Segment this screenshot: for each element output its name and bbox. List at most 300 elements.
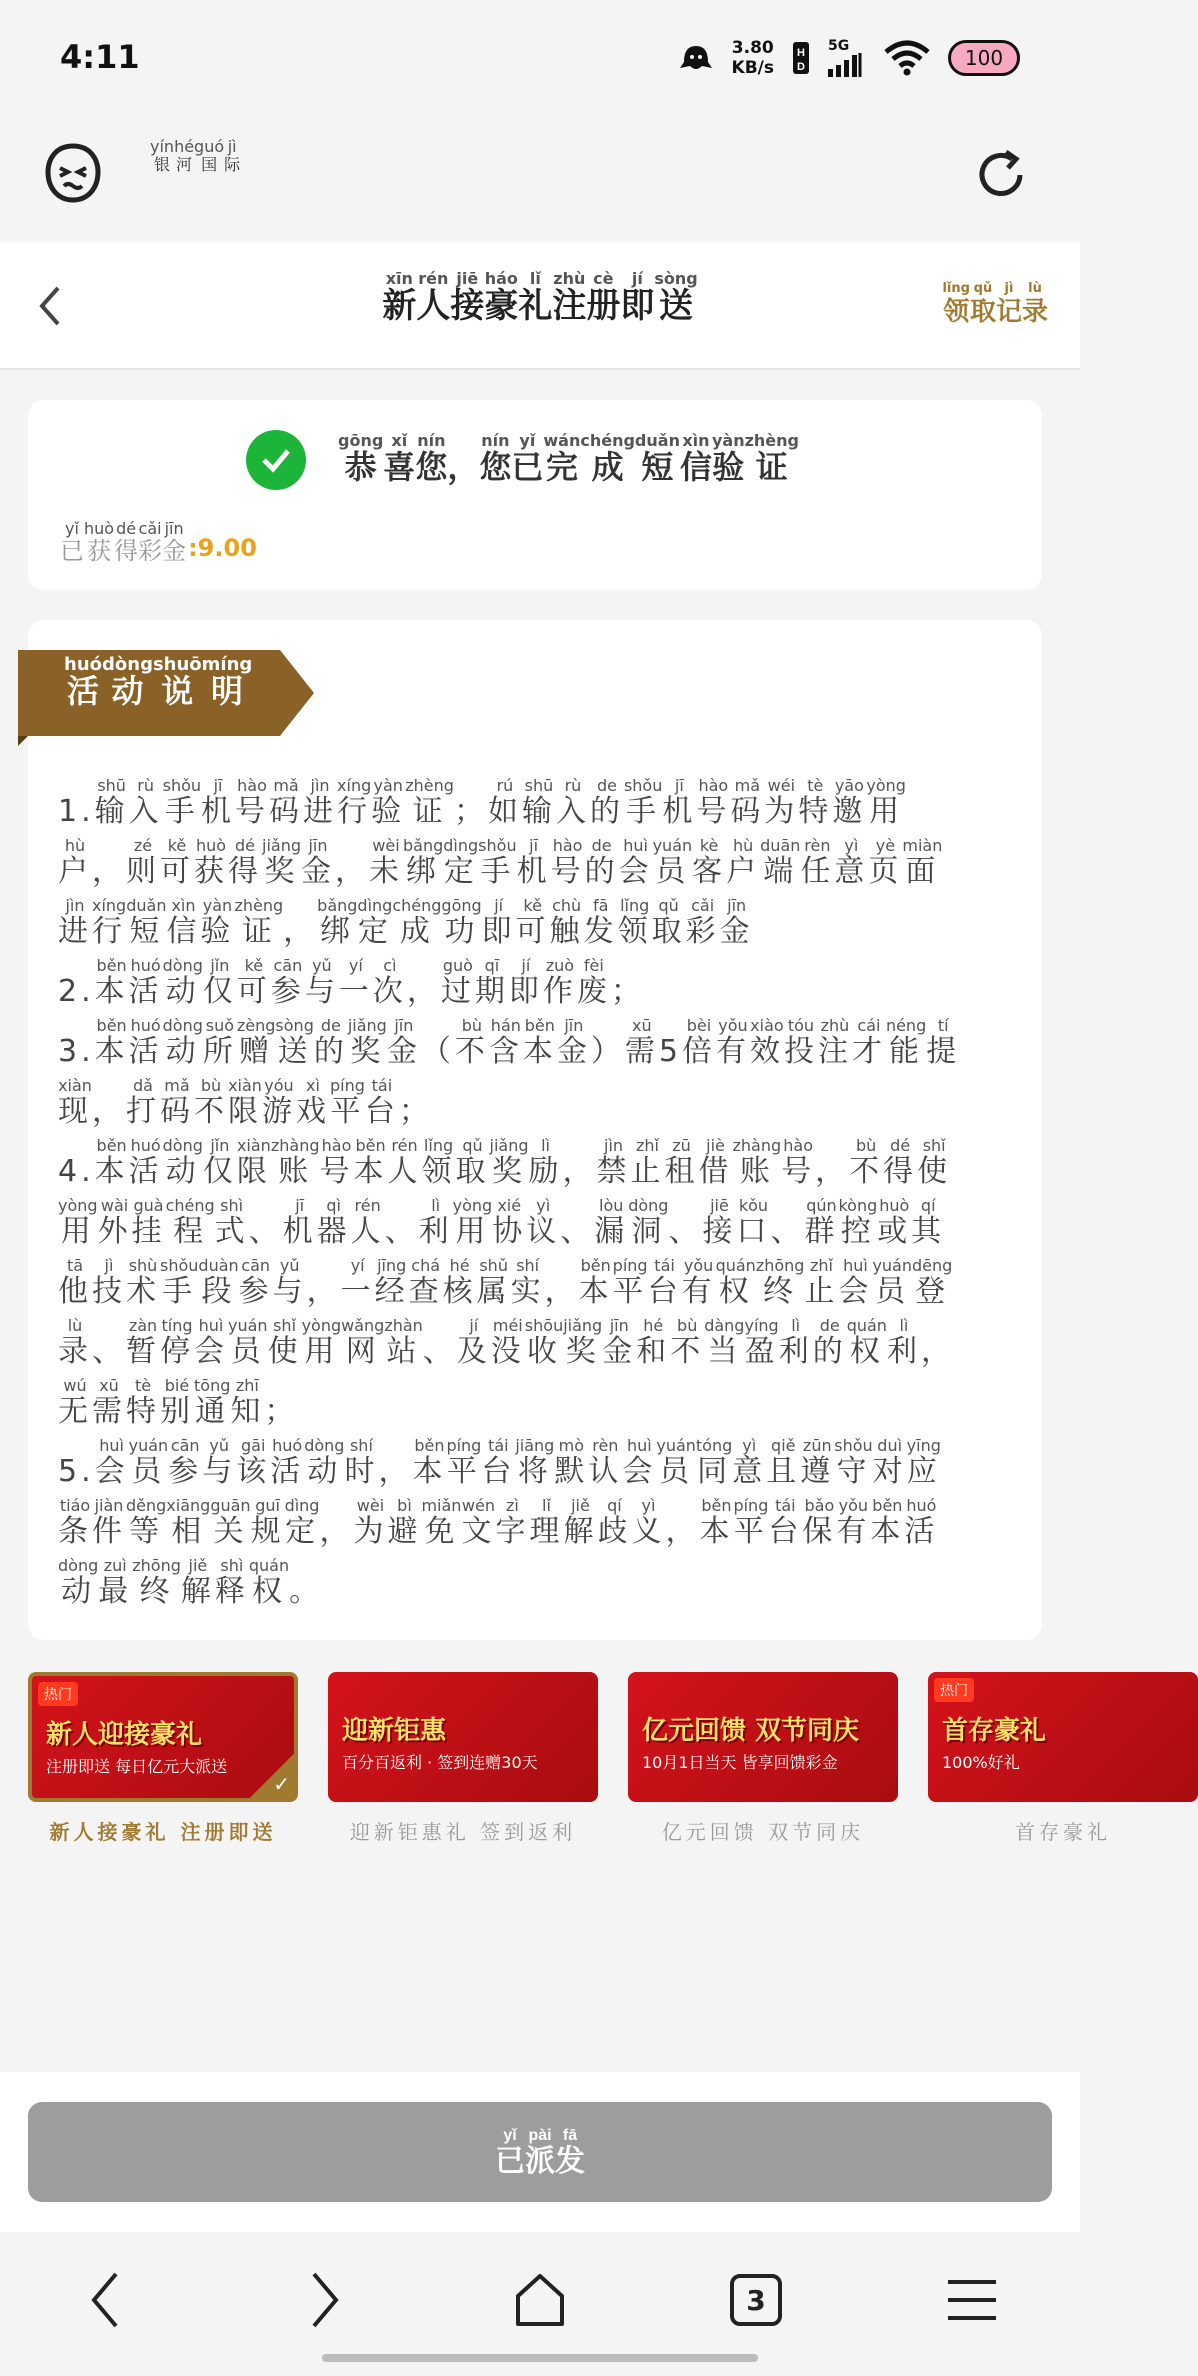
ruby-char: sòng 送 — [275, 1016, 314, 1069]
ruby-char: xū 需 — [624, 1016, 659, 1069]
rule-line — [58, 1128, 1018, 1188]
ruby-char: dòng 动 — [162, 1016, 203, 1069]
ruby-char: hé 河 — [174, 137, 195, 174]
ruby-char: jǐn 仅 — [202, 956, 237, 1009]
ruby-char: lù 录 — [58, 1316, 92, 1369]
ruby-char: huó 活 — [64, 654, 102, 710]
rule-line — [58, 1428, 1018, 1488]
ruby-char: dòng 动 — [304, 1436, 345, 1489]
ruby-char: miǎn 免 — [421, 1496, 462, 1549]
ruby-char: yàn 验 — [200, 896, 235, 949]
ruby-char: zhàn 站 — [384, 1316, 423, 1369]
ruby-char: ， — [665, 1514, 700, 1549]
home-indicator — [322, 2354, 758, 2362]
ruby-char: cān 参 — [238, 1256, 273, 1309]
ruby-char: jì 技 — [92, 1256, 126, 1309]
ruby-char: wéi 为 — [764, 776, 799, 829]
ruby-char: lì 利 — [886, 1316, 921, 1369]
ruby-char: běn 本 — [94, 1016, 129, 1069]
ruby-char: xiàn 现 — [58, 1076, 92, 1129]
rule-line — [58, 888, 1018, 948]
ruby-char: zuì 最 — [98, 1556, 133, 1609]
ruby-char: yòng 用 — [301, 1316, 342, 1369]
ruby-char: jīn 金 — [719, 896, 754, 949]
ruby-char: lì 励 — [528, 1136, 563, 1189]
ruby-char: bèi 倍 — [681, 1016, 716, 1069]
ruby-char: jì 际 — [224, 137, 241, 174]
ruby-char: píng 平 — [446, 1436, 482, 1489]
ruby-char: huó 活 — [128, 956, 163, 1009]
ruby-char: jí 即 — [481, 896, 516, 949]
ruby-char: wán 完 — [543, 431, 581, 486]
ruby-char: tí 提 — [926, 1016, 961, 1069]
ruby-char: mǎ 码 — [160, 1076, 194, 1129]
activity-carousel[interactable] — [28, 1672, 1111, 1852]
promo-title: 迎新钜惠 — [342, 1716, 447, 1746]
check-circle-icon — [246, 430, 306, 490]
ruby-char: zhù 注 — [817, 1016, 852, 1069]
ruby-char: jī 机 — [282, 1196, 317, 1249]
ruby-char: shǔ 属 — [476, 1256, 511, 1309]
rule-line — [58, 1548, 1018, 1608]
ruby-char: xiào 效 — [749, 1016, 784, 1069]
ruby-char: fā 发 — [555, 2126, 585, 2178]
ruby-char: xiàn 限 — [228, 1076, 262, 1129]
ruby-char: jiē 接 — [450, 269, 485, 326]
promo-label: 新人接豪礼 注册即送 — [49, 1820, 277, 1844]
rules-card — [28, 620, 1042, 1640]
ruby-char: píng 平 — [733, 1496, 769, 1549]
ruby-char: hé 核 — [442, 1256, 477, 1309]
ruby-char: bù 不 — [454, 1016, 489, 1069]
ruby-char: bù 不 — [670, 1316, 705, 1369]
ruby-char: bù 不 — [849, 1136, 884, 1189]
ruby-char: tái 台 — [481, 1436, 516, 1489]
ruby-char: hào 号 — [319, 1136, 354, 1189]
refresh-icon[interactable] — [972, 146, 1030, 204]
ruby-char: huó 活 — [904, 1496, 939, 1549]
ruby-char: zhī 知 — [230, 1376, 265, 1429]
ruby-char: yuán 员 — [872, 1256, 912, 1309]
ruby-char: chéng 成 — [392, 896, 442, 949]
rule-line — [58, 1488, 1018, 1548]
promo-title: 首存豪礼 — [942, 1716, 1047, 1746]
ruby-char: fèi 废 — [576, 956, 611, 1009]
promo-item[interactable] — [628, 1672, 898, 1845]
nav-tabs-button[interactable] — [716, 2260, 796, 2340]
ruby-char: yì 意 — [834, 836, 869, 889]
ruby-char: 1. — [58, 794, 95, 829]
ruby-char: dòng 洞 — [628, 1196, 669, 1249]
ruby-char: jiǎng 奖 — [262, 836, 301, 889]
ruby-char: dé 得 — [883, 1136, 918, 1189]
promo-label: 迎新钜惠礼 签到返利 — [349, 1820, 577, 1844]
gold-earned-value: :9.00 — [188, 534, 257, 563]
promo-banner — [328, 1672, 598, 1802]
promo-title: 亿元回馈 双节同庆 — [642, 1716, 860, 1746]
ruby-char: huì 会 — [194, 1316, 228, 1369]
ruby-char: míng 明 — [201, 654, 253, 710]
ruby-char: （ — [420, 1034, 455, 1069]
ruby-char: duì 对 — [872, 1436, 907, 1489]
ruby-char: qí 歧 — [597, 1496, 632, 1549]
ruby-char: ， — [815, 1154, 850, 1189]
ruby-char: mǎ 码 — [269, 776, 304, 829]
promo-label: 首存豪礼 — [1015, 1820, 1111, 1844]
ruby-char: jiāng 将 — [515, 1436, 555, 1489]
claim-records-link[interactable] — [942, 280, 1048, 327]
promo-item[interactable] — [28, 1672, 298, 1845]
ruby-char: kǒu 口 — [736, 1196, 771, 1249]
ghost-mode-icon[interactable] — [42, 142, 104, 204]
nav-menu-icon[interactable] — [932, 2260, 1012, 2340]
ruby-char: jǐn 仅 — [202, 1136, 237, 1189]
ruby-char: kòng 控 — [838, 1196, 878, 1249]
ruby-char: huó 活 — [128, 1136, 163, 1189]
ruby-char: bǎng 绑 — [317, 896, 358, 949]
ruby-char: lǐ 理 — [529, 1496, 564, 1549]
ruby-char: lòu 漏 — [594, 1196, 629, 1249]
ruby-char: ； — [453, 794, 488, 829]
ruby-char: 、 — [422, 1334, 457, 1369]
ruby-char: mǎ 码 — [730, 776, 765, 829]
ruby-char: běn 本 — [94, 1136, 129, 1189]
battery-icon: 100 — [948, 40, 1020, 76]
ruby-char: bié 别 — [160, 1376, 194, 1429]
ruby-char: píng 平 — [612, 1256, 648, 1309]
ruby-char: xiàn 限 — [236, 1136, 271, 1189]
ruby-char: 、 — [560, 1214, 595, 1249]
ruby-char: yǒu 有 — [681, 1256, 716, 1309]
ruby-char: dìng 定 — [284, 1496, 320, 1549]
ruby-char: yí 一 — [338, 956, 373, 1009]
rule-line — [58, 1368, 1018, 1428]
ruby-char: běn 本 — [699, 1496, 734, 1549]
ruby-char: dé 得 — [114, 519, 139, 565]
ruby-char: 、 — [384, 1214, 419, 1249]
ruby-char: wèi 为 — [353, 1496, 388, 1549]
ruby-char: zàn 暂 — [126, 1316, 160, 1369]
ruby-char: wǎng 网 — [341, 1316, 385, 1369]
ruby-char: yòng 用 — [452, 1196, 493, 1249]
ruby-char: yè 页 — [868, 836, 903, 889]
ruby-char: hé 和 — [636, 1316, 671, 1369]
ruby-char: ， — [920, 1334, 955, 1369]
ruby-char: jī 机 — [662, 776, 697, 829]
ruby-char: bì 避 — [387, 1496, 422, 1549]
ruby-char: jiē 接 — [702, 1196, 737, 1249]
ruby-char: huó 活 — [128, 1016, 163, 1069]
ruby-char: xǐ 喜 — [383, 431, 416, 486]
ruby-char: kě 可 — [515, 896, 550, 949]
ruby-char: tā 他 — [58, 1256, 92, 1309]
ruby-char: jí 及 — [456, 1316, 491, 1369]
ruby-char: nín 您 — [479, 431, 512, 486]
ruby-char: tíng 停 — [160, 1316, 194, 1369]
ruby-char: rú 如 — [487, 776, 522, 829]
ruby-char: zhèng 证 — [744, 431, 799, 486]
ruby-char: dēng 登 — [912, 1256, 953, 1309]
ruby-char: yì 议 — [526, 1196, 561, 1249]
ruby-char: shǒu 手 — [160, 1256, 199, 1309]
ruby-char: dǎ 打 — [126, 1076, 160, 1129]
ruby-char: zuò 作 — [542, 956, 577, 1009]
ruby-char: yòng 用 — [58, 1196, 98, 1249]
promo-item[interactable] — [928, 1672, 1198, 1845]
ruby-char: guó 国 — [194, 137, 225, 174]
rule-line — [58, 768, 1018, 828]
ruby-char: shǒu 守 — [834, 1436, 873, 1489]
ruby-char: 、 — [92, 1334, 126, 1369]
ruby-char: xū 需 — [92, 1376, 126, 1429]
nav-home-icon[interactable] — [500, 2260, 580, 2340]
ruby-char: shí 实 — [510, 1256, 545, 1309]
ruby-char: duǎn 短 — [126, 896, 167, 949]
rule-line — [58, 828, 1018, 888]
ruby-char: běn 本 — [870, 1496, 905, 1549]
ruby-char: shǐ 使 — [917, 1136, 952, 1189]
ruby-char: cǎi 彩 — [685, 896, 720, 949]
ruby-char: de 的 — [589, 776, 624, 829]
ruby-char: zhàng 账 — [732, 1136, 782, 1189]
ruby-char: lǐng 领 — [942, 281, 970, 327]
ruby-char: yǒu 有 — [836, 1496, 871, 1549]
dispatched-button[interactable] — [28, 2102, 1052, 2202]
ruby-char: zūn 遵 — [800, 1436, 835, 1489]
ruby-char: jiǎng 奖 — [489, 1136, 529, 1189]
ruby-char: yuán 员 — [652, 836, 693, 889]
ruby-char: guà 挂 — [131, 1196, 166, 1249]
ruby-char: yí 一 — [340, 1256, 375, 1309]
rule-line — [58, 1188, 1018, 1248]
ruby-char: huò 获 — [84, 519, 115, 565]
ruby-char: shǒu 手 — [623, 776, 663, 829]
ruby-char: huò 获 — [194, 836, 228, 889]
promo-banner — [628, 1672, 898, 1802]
ruby-char: běn 本 — [412, 1436, 447, 1489]
ruby-char: hào 号 — [696, 776, 731, 829]
ruby-char: ， — [544, 1274, 579, 1309]
ruby-char: yīng 应 — [906, 1436, 941, 1489]
selected-check-icon: ✓ — [250, 1754, 294, 1798]
signal-5g-icon: 5G — [828, 39, 866, 77]
ruby-char: 3. — [58, 1034, 95, 1069]
rule-line — [58, 1308, 1018, 1368]
success-message — [338, 432, 799, 485]
ruby-char: shǒu 手 — [162, 776, 202, 829]
ruby-char: xì 戏 — [296, 1076, 330, 1129]
ruby-char: yòng 用 — [866, 776, 906, 829]
action-area — [0, 2072, 1080, 2232]
nav-forward-icon[interactable] — [284, 2260, 364, 2340]
ruby-char: yǔ 与 — [304, 956, 339, 1009]
ruby-char: dìng 定 — [443, 836, 479, 889]
rules-body — [58, 768, 1018, 1608]
ruby-char: zhàng 账 — [270, 1136, 320, 1189]
ruby-char: quán 权 — [715, 1256, 756, 1309]
promo-label: 亿元回馈 双节同庆 — [661, 1820, 865, 1844]
ruby-char: sòng 送 — [654, 269, 698, 326]
browser-nav-bar — [0, 2232, 1080, 2376]
ruby-char: 、 — [668, 1214, 703, 1249]
ruby-char: lǐ 礼 — [518, 269, 553, 326]
ruby-char: pài 派 — [525, 2126, 555, 2178]
ruby-char: hù 户 — [726, 836, 761, 889]
ruby-char: yǐ 已 — [511, 431, 544, 486]
ruby-char: lì 利 — [418, 1196, 453, 1249]
ruby-char: qì 器 — [316, 1196, 351, 1249]
ruby-char: 、 — [248, 1214, 283, 1249]
promo-banner — [928, 1672, 1198, 1802]
ruby-char: xíng 行 — [337, 776, 372, 829]
promo-subtitle: 注册即送 每日亿元大派送 — [46, 1757, 228, 1776]
ruby-char: xiāng 相 — [166, 1496, 211, 1549]
ruby-char: 2. — [58, 974, 95, 1009]
ruby-char: duàn 段 — [198, 1256, 239, 1309]
ruby-char: lù 录 — [1021, 281, 1048, 327]
ruby-char: qǔ 取 — [651, 896, 686, 949]
ruby-char: cān 参 — [168, 1436, 203, 1489]
hd-icon — [792, 40, 810, 76]
ruby-char: zhǐ 止 — [804, 1256, 839, 1309]
ruby-char: hào 号 — [781, 1136, 816, 1189]
ruby-char: děng 等 — [126, 1496, 167, 1549]
ruby-char: bǎng 绑 — [403, 836, 444, 889]
ruby-char: quán 权 — [248, 1556, 290, 1609]
ruby-char: hào 号 — [550, 836, 585, 889]
ruby-char: rén 人 — [350, 1196, 385, 1249]
ruby-char: jī 机 — [201, 776, 236, 829]
ruby-char: xìn 信 — [679, 431, 712, 486]
ruby-char: tiáo 条 — [58, 1496, 92, 1549]
ruby-char: gāi 该 — [236, 1436, 271, 1489]
ruby-char: cè 册 — [586, 269, 621, 326]
promo-item[interactable] — [328, 1672, 598, 1845]
status-icons — [678, 34, 1020, 82]
ruby-char: yǒu 有 — [715, 1016, 750, 1069]
promo-subtitle: 百分百返利 · 签到连赠30天 — [342, 1753, 538, 1772]
ruby-char: jí 即 — [620, 269, 655, 326]
ruby-char: de 的 — [313, 1016, 348, 1069]
ruby-char: cái 才 — [851, 1016, 886, 1069]
success-card — [28, 400, 1042, 590]
ruby-char: qí 其 — [911, 1196, 946, 1249]
ruby-char: yì 义 — [631, 1496, 666, 1549]
ruby-char: shōu 收 — [524, 1316, 564, 1369]
ruby-char: shì 释 — [214, 1556, 249, 1609]
ruby-char: shí 时 — [344, 1436, 379, 1489]
ruby-char: jiàn 件 — [92, 1496, 126, 1549]
ruby-char: jìn 进 — [303, 776, 338, 829]
ruby-char: tái 台 — [647, 1256, 682, 1309]
ruby-char: bǎo 保 — [802, 1496, 837, 1549]
ruby-char: rèn 认 — [588, 1436, 623, 1489]
ruby-char: ， — [335, 854, 369, 889]
ruby-char: wén 文 — [461, 1496, 496, 1549]
ruby-char: méi 没 — [490, 1316, 525, 1369]
ruby-char: rèn 任 — [800, 836, 835, 889]
hot-tag: 热门 — [934, 1678, 974, 1702]
ruby-char: hù 户 — [58, 836, 92, 889]
ruby-char: de 的 — [812, 1316, 847, 1369]
ruby-char: dòng 动 — [58, 1556, 99, 1609]
rule-line — [58, 1068, 1018, 1128]
ruby-char: zèng 赠 — [236, 1016, 276, 1069]
ruby-char: ， — [306, 1274, 341, 1309]
ruby-char: 5. — [58, 1454, 95, 1489]
ruby-char: jìn 进 — [58, 896, 92, 949]
ruby-char: ； — [264, 1394, 299, 1429]
nav-back-icon[interactable] — [66, 2260, 146, 2340]
ruby-char: rén 人 — [387, 1136, 422, 1189]
ruby-char: ， — [319, 1514, 354, 1549]
ruby-char: jīn 金 — [556, 1016, 591, 1069]
ruby-char: lǐng 领 — [421, 1136, 456, 1189]
ruby-char: shū 输 — [521, 776, 556, 829]
ruby-char: guī 规 — [250, 1496, 285, 1549]
ruby-char: lǐng 领 — [617, 896, 652, 949]
ruby-char: lì 利 — [778, 1316, 813, 1369]
ruby-char: jìn 禁 — [596, 1136, 631, 1189]
status-bar — [0, 0, 1080, 118]
ruby-char: běn 本 — [94, 956, 129, 1009]
ruby-char: yàn 验 — [371, 776, 406, 829]
ruby-char: xié 协 — [492, 1196, 527, 1249]
promo-title: 新人迎接豪礼 — [46, 1720, 203, 1750]
ruby-char: dàng 当 — [704, 1316, 745, 1369]
svg-text:D: D — [797, 61, 805, 73]
ruby-char: ） — [590, 1034, 625, 1069]
ruby-char: jīn 金 — [602, 1316, 637, 1369]
ruby-char: tóu 投 — [783, 1016, 818, 1069]
ruby-char: dòng 动 — [102, 654, 153, 710]
ruby-char: zé 则 — [126, 836, 160, 889]
ruby-char: qiě 且 — [766, 1436, 801, 1489]
rule-line — [58, 948, 1018, 1008]
ruby-char: xìn 信 — [166, 896, 201, 949]
ruby-char: běn 本 — [353, 1136, 388, 1189]
ruby-char: tè 特 — [798, 776, 833, 829]
svg-text:H: H — [797, 47, 805, 59]
ruby-char: wài 外 — [97, 1196, 132, 1249]
ruby-char: huò 或 — [877, 1196, 912, 1249]
ruby-char: ， — [92, 1094, 126, 1129]
ruby-char: shū 输 — [94, 776, 129, 829]
ruby-char: yín 银 — [150, 137, 175, 174]
ruby-char: jiě 解 — [563, 1496, 598, 1549]
ruby-char: yíng 盈 — [744, 1316, 779, 1369]
ruby-char: běn 本 — [522, 1016, 557, 1069]
ruby-char: jīn 金 — [386, 1016, 421, 1069]
ruby-char: ， — [406, 974, 441, 1009]
ruby-char: miàn 面 — [902, 836, 943, 889]
tab-count: 3 — [730, 2274, 782, 2326]
ruby-char: hán 含 — [488, 1016, 523, 1069]
ruby-char: jīng 经 — [374, 1256, 409, 1309]
ruby-char: nín 您 — [415, 431, 448, 486]
ruby-char: huó 活 — [270, 1436, 305, 1489]
ruby-char: rén 人 — [416, 269, 451, 326]
ruby-char: jīn 金 — [301, 836, 335, 889]
ruby-char: shǐ 使 — [267, 1316, 302, 1369]
promo-subtitle: 10月1日当天 皆享回馈彩金 — [642, 1753, 838, 1772]
page-title — [0, 270, 1080, 325]
ruby-char: guò 过 — [440, 956, 475, 1009]
rules-title — [64, 656, 252, 709]
ruby-char: bù 不 — [194, 1076, 228, 1129]
ruby-char: wèi 未 — [369, 836, 403, 889]
browser-title-row — [0, 118, 1080, 242]
